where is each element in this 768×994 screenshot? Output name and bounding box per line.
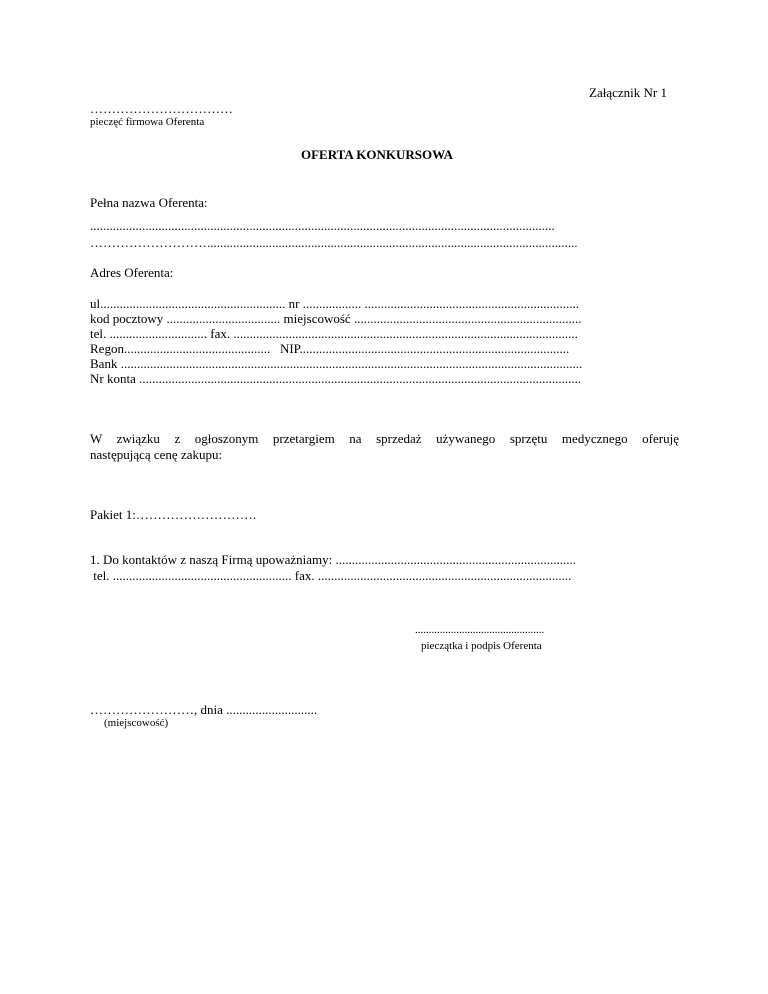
address-label: Adres Oferenta: [90,265,174,280]
statement-line-1: W związku z ogłoszonym przetargiem na sprzedaż używanego sprzętu medycznego oferuję [90,431,679,446]
address-regon-line: Regon............................................. NIP................................................................................... [90,341,570,356]
place-date-line: ……………………, dnia ............................ [90,702,318,717]
full-name-line-1: ............................................................................................................................................... [90,218,555,233]
address-postal-line: kod pocztowy ................................... miejscowość ...................................................................... [90,311,582,326]
address-account-line: Nr konta ........................................................................................................................................ [90,371,582,386]
document-title: OFERTA KONKURSOWA [301,147,454,162]
contact-line-1: 1. Do kontaktów z naszą Firmą upoważniamy: .......................................................................... [90,552,576,567]
address-street-line: ul......................................................... nr .................. .................................................................. [90,296,579,311]
package-line: Pakiet 1:………………………. [90,507,257,522]
signature-line: ............................................... [415,624,545,636]
statement-line-2: następującą cenę zakupu: [90,447,223,462]
attachment-label: Załącznik Nr 1 [589,85,667,100]
stamp-placeholder-line: …………………………… [90,101,233,116]
full-name-label: Pełna nazwa Oferenta: [90,195,208,210]
address-bank-line: Bank .............................................................................................................................................. [90,356,583,371]
place-caption: (miejscowość) [104,717,169,729]
address-phone-line: tel. .............................. fax. .......................................................................................................... [90,326,578,341]
contact-line-2: tel. ....................................................... fax. .............................................................................. [90,568,572,583]
full-name-line-2: ……………………….................................................................................................................. [90,235,578,250]
signature-caption: pieczątka i podpis Oferenta [421,640,542,652]
stamp-caption: pieczęć firmowa Oferenta [90,116,205,128]
